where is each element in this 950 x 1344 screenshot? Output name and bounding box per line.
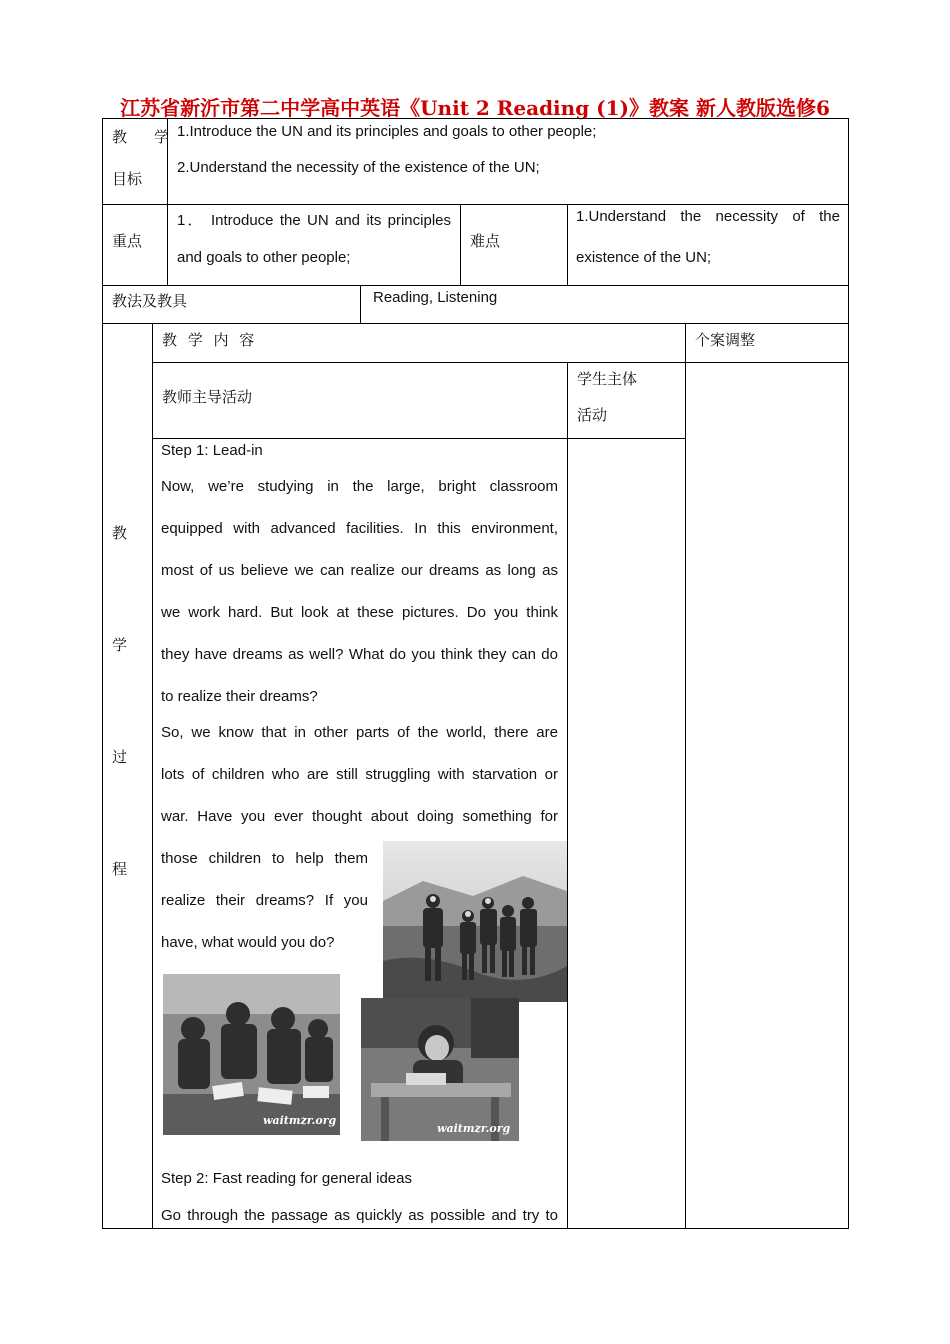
step1-para2-line: lots of children who are still struggling with starvation or bbox=[161, 766, 558, 783]
key-point-line-1: 1． Introduce the UN and its principles bbox=[177, 212, 451, 229]
step1-para2-line: war. Have you ever thought about doing something for bbox=[161, 808, 558, 825]
step1-para2-line: those children to help them bbox=[161, 850, 368, 867]
photo-children-field bbox=[383, 841, 567, 1002]
process-side-label-1: 教 bbox=[112, 524, 128, 542]
step1-para1-line: they have dreams as well? What do you think they can do bbox=[161, 646, 558, 663]
step1-para2-line: realize their dreams? If you bbox=[161, 892, 368, 909]
student-activity-header-2: 活动 bbox=[577, 406, 608, 424]
page-title: 江苏省新沂市第二中学高中英语《Unit 2 Reading (1)》教案 新人教版选修6 bbox=[120, 96, 830, 120]
student-activity-header: 学生主体 bbox=[577, 370, 638, 388]
process-side-label-3: 过 bbox=[112, 748, 128, 766]
difficulty-line-2: existence of the UN; bbox=[576, 249, 712, 266]
methods-label: 教法及教具 bbox=[112, 292, 188, 310]
methods-value: Reading, Listening bbox=[373, 289, 498, 306]
step2-heading: Step 2: Fast reading for general ideas bbox=[161, 1170, 412, 1187]
objectives-label: 教 学 bbox=[112, 128, 176, 146]
photo-watermark: waitmzr.org bbox=[263, 1114, 337, 1127]
key-point-line-2: and goals to other people; bbox=[177, 249, 351, 266]
difficulty-label: 难点 bbox=[470, 232, 501, 250]
content-header: 教 学 内 容 bbox=[162, 331, 258, 349]
step1-para1-line: equipped with advanced facilities. In this environment, bbox=[161, 520, 558, 537]
difficulty-line-1: 1.Understand the necessity of the bbox=[576, 208, 840, 225]
process-side-label-4: 程 bbox=[112, 860, 128, 878]
process-side-label-2: 学 bbox=[112, 636, 128, 654]
objective-item-1: 1.Introduce the UN and its principles and goals to other people; bbox=[177, 123, 597, 140]
step1-para1-line: to realize their dreams? bbox=[161, 688, 318, 705]
adjust-header: 个案调整 bbox=[695, 331, 756, 349]
objective-item-2: 2.Understand the necessity of the existence of the UN; bbox=[177, 159, 540, 176]
step1-para2-line: So, we know that in other parts of the world, there are bbox=[161, 724, 558, 741]
step1-para1-line: we work hard. But look at these pictures. Do you think bbox=[161, 604, 558, 621]
objectives-label-2: 目标 bbox=[112, 170, 143, 188]
teacher-activity-header: 教师主导活动 bbox=[162, 388, 253, 406]
photo-boy-at-desk bbox=[361, 998, 519, 1141]
step1-para1-line: Now, we’re studying in the large, bright classroom bbox=[161, 478, 558, 495]
step1-para1-line: most of us believe we can realize our dreams as long as bbox=[161, 562, 558, 579]
step2-line-1: Go through the passage as quickly as possible and try to bbox=[161, 1207, 558, 1224]
photo-watermark: waitmzr.org bbox=[437, 1122, 511, 1135]
step1-heading: Step 1: Lead-in bbox=[161, 442, 263, 459]
step1-para2-line: have, what would you do? bbox=[161, 934, 335, 951]
key-points-label: 重点 bbox=[112, 232, 143, 250]
photo-children-writing bbox=[163, 974, 340, 1135]
